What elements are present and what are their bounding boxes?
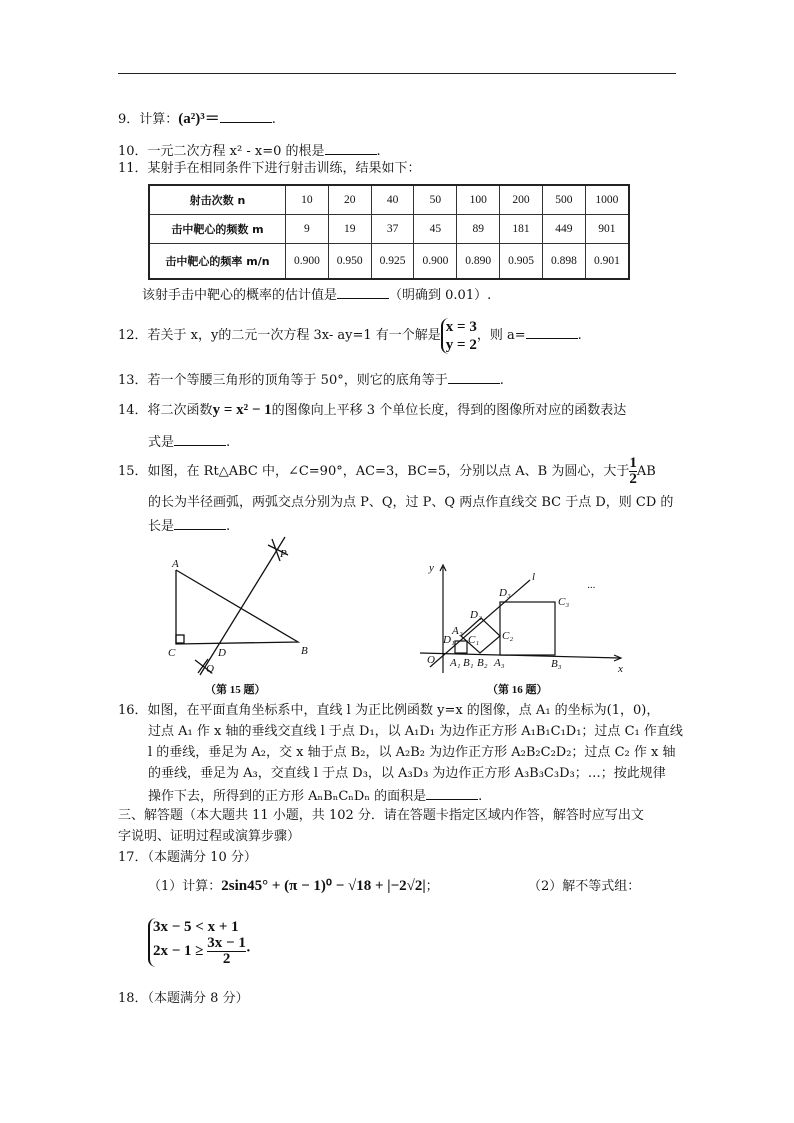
table-cell: 9: [286, 215, 329, 244]
header-rule: [118, 73, 676, 74]
period: .: [499, 373, 504, 388]
question-text: 的图像向上平移 3 个单位长度，得到的图像所对应的函数表达: [271, 403, 627, 418]
label-c1: C₁: [468, 634, 480, 646]
label-d3: D₃: [499, 587, 511, 599]
label-q: Q: [206, 663, 214, 675]
label-a2: A₂: [452, 625, 463, 637]
label-x: x: [618, 663, 623, 675]
question-17-part2: [528, 879, 640, 895]
label-y: y: [429, 562, 434, 574]
table-cell: 0.905: [500, 244, 543, 280]
part-label: （2）解不等式组：: [528, 879, 641, 894]
label-b3: B₃: [551, 658, 562, 670]
question-text: 式是: [148, 435, 175, 450]
answer-blank[interactable]: [220, 110, 272, 123]
question-number: 13．: [118, 373, 148, 388]
inequality-1: 3x − 5 < x + 1: [153, 919, 239, 935]
answer-blank[interactable]: [448, 371, 500, 384]
question-number: 14．: [118, 403, 148, 418]
question-14: [118, 402, 626, 419]
inequality-brace: [148, 918, 251, 967]
question-16: [118, 703, 659, 719]
square-1: [455, 641, 467, 653]
table-cell: 901: [585, 215, 629, 244]
figure-16: [415, 555, 630, 700]
question-16-line3: [148, 745, 675, 761]
question-text: 的垂线，垂足为 A₃，交直线 l 于点 D₃，以 A₃D₃ 为边作正方形 A₃B₃C₃D₃；…；按此规律: [148, 766, 666, 781]
section-3-heading: [118, 808, 644, 824]
table-row: [149, 244, 629, 280]
question-13: [118, 371, 504, 389]
shooting-table: [148, 184, 630, 280]
inequality-system: [148, 918, 251, 967]
label-c3: C₃: [558, 596, 570, 608]
table-cell: 1000: [585, 185, 629, 215]
question-text: 如图，在平面直角坐标系中，直线 l 为正比例函数 y=x 的图像，点 A₁ 的坐标为(1，0)，: [147, 703, 660, 718]
label-a: A: [172, 558, 179, 570]
triangle-abc: [176, 570, 298, 644]
label-p: P: [280, 548, 287, 560]
table-cell: 0.901: [585, 244, 629, 280]
table-cell: 100: [457, 185, 500, 215]
answer-blank[interactable]: [174, 517, 226, 530]
label-a3: A₃: [494, 657, 505, 669]
punctuation: ；: [425, 879, 439, 894]
question-number: 9．: [118, 112, 140, 127]
numerator: 3x − 1: [207, 935, 246, 951]
question-17-part1: [148, 878, 439, 895]
table-cell: 40: [371, 185, 414, 215]
table-cell: 37: [371, 215, 414, 244]
question-text: ，则 a=: [476, 328, 526, 343]
table-cell: 89: [457, 215, 500, 244]
equation: y = 2: [445, 336, 477, 353]
question-14-line2: [148, 433, 230, 451]
answer-blank[interactable]: [337, 286, 389, 299]
fraction: [207, 936, 246, 967]
table-cell: 0.898: [542, 244, 585, 280]
label-o: O: [427, 654, 435, 666]
question-16-line5: [148, 787, 482, 805]
question-text: 如图，在 Rt△ABC 中，∠C=90°，AC=3，BC=5，分别以点 A、B 为圆心，大于: [147, 464, 630, 479]
question-number: 10．: [118, 144, 148, 159]
period: .: [376, 144, 381, 159]
question-number: 12．: [118, 328, 148, 343]
label-d2: D₂: [470, 609, 482, 621]
section-3-heading-line2: [118, 829, 300, 845]
question-text: 某射手在相同条件下进行射击训练，结果如下：: [147, 161, 421, 176]
table-cell: 181: [500, 215, 543, 244]
figure-caption: （第 16 题）: [487, 684, 548, 696]
table-cell: 20: [328, 185, 371, 215]
question-text: 该射手击中靶心的概率的估计值是: [142, 288, 338, 303]
denominator: 2: [222, 951, 231, 967]
row-header: 击中靶心的频数 m: [149, 215, 286, 244]
question-16-line2: [148, 724, 683, 740]
question-number: 16．: [118, 703, 148, 718]
answer-blank[interactable]: [426, 787, 478, 800]
part-label: （1）计算：: [148, 879, 222, 894]
table-cell: 0.950: [328, 244, 371, 280]
question-18: [118, 991, 249, 1007]
question-11-followup: [142, 286, 491, 304]
table-cell: 500: [542, 185, 585, 215]
question-text: 将二次函数: [147, 403, 213, 418]
equation-system: [441, 318, 477, 354]
answer-blank[interactable]: [325, 142, 377, 155]
question-text: 若一个等腰三角形的顶角等于 50°，则它的底角等于: [147, 373, 448, 388]
answer-blank[interactable]: [174, 433, 226, 446]
math-expression: y = x² − 1: [212, 402, 272, 418]
table-cell: 449: [542, 215, 585, 244]
figure-caption: （第 15 题）: [205, 684, 266, 696]
question-text: 过点 A₁ 作 x 轴的垂线交直线 l 于点 D₁，以 A₁D₁ 为边作正方形 A₁B₁C₁D₁；过点 C₁ 作直线: [148, 724, 683, 739]
label-ellipsis: ···: [587, 582, 596, 594]
math-expression: (a²)³＝: [178, 111, 220, 127]
question-text: （明确到 0.01）.: [389, 288, 492, 303]
question-15-line3: [148, 517, 230, 535]
question-9: [118, 110, 276, 128]
right-angle-mark: [176, 635, 184, 643]
numerator: 1: [629, 455, 637, 471]
row-header: 射击次数 n: [149, 185, 286, 215]
equation: x = 3: [445, 318, 477, 335]
table-row: [149, 215, 629, 244]
table-cell: 0.890: [457, 244, 500, 280]
question-text: 长是: [148, 519, 175, 534]
inequality-2: [153, 936, 251, 967]
period: .: [271, 112, 276, 127]
question-score: （本题满分 8 分）: [147, 991, 249, 1006]
table-cell: 0.900: [286, 244, 329, 280]
math-expression: 2sin45° + (π − 1)⁰ − √18 + |−2√2|: [221, 878, 426, 894]
table-cell: 200: [500, 185, 543, 215]
perpendicular-bisector: [200, 537, 285, 675]
label-b2: B₂: [477, 657, 488, 669]
period: .: [577, 328, 582, 343]
question-number: 15．: [118, 464, 148, 479]
table-row: [149, 185, 629, 215]
inequality-lhs: 2x − 1 ≥: [153, 942, 204, 959]
question-15: [118, 455, 656, 489]
question-text: AB: [636, 464, 656, 479]
question-number: 18．: [118, 991, 148, 1006]
denominator: 2: [629, 471, 637, 487]
square-3: [500, 602, 555, 655]
answer-blank[interactable]: [526, 326, 578, 339]
question-text: l 的垂线，垂足为 A₂，交 x 轴于点 B₂，以 A₂B₂ 为边作正方形 A₂B₂C₂D₂；过点 C₂ 作 x 轴: [148, 745, 676, 760]
label-b1: B₁: [463, 657, 474, 669]
question-score: （本题满分 10 分）: [147, 850, 257, 865]
question-11: [118, 161, 421, 177]
table-cell: 19: [328, 215, 371, 244]
question-17: [118, 850, 257, 866]
question-16-line4: [148, 766, 666, 782]
table-cell: 45: [414, 215, 457, 244]
section-text: 字说明、证明过程或演算步骤）: [118, 829, 301, 844]
label-c2: C₂: [502, 630, 514, 642]
period: .: [226, 435, 231, 450]
question-text: 计算：: [139, 112, 179, 127]
table-cell: 50: [414, 185, 457, 215]
question-text: 的长为半径画弧，两弧交点分别为点 P、Q，过 P、Q 两点作直线交 BC 于点 D，则 CD 的: [148, 495, 674, 510]
fraction: [629, 456, 637, 487]
row-header: 击中靶心的频率 m/n: [149, 244, 286, 280]
table-cell: 10: [286, 185, 329, 215]
label-b: B: [301, 645, 308, 657]
label-l: l: [532, 571, 536, 583]
label-a1: A₁: [450, 657, 461, 669]
label-d1: D₁: [443, 634, 455, 646]
section-text: 三、解答题（本大题共 11 小题，共 102 分．请在答题卡指定区域内作答，解答时应写出文: [118, 808, 644, 823]
period: .: [226, 519, 231, 534]
question-10: [118, 142, 381, 160]
period: .: [478, 789, 483, 804]
question-text: 操作下去，所得到的正方形 AₙBₙCₙDₙ 的面积是: [148, 789, 427, 804]
table-cell: 0.925: [371, 244, 414, 280]
question-text: 若关于 x，y的二元一次方程 3x- ay=1 有一个解是: [147, 328, 441, 343]
label-d: D: [218, 647, 226, 659]
question-number: 11．: [118, 161, 148, 176]
question-12: [118, 316, 582, 356]
question-number: 17．: [118, 850, 148, 865]
table-cell: 0.900: [414, 244, 457, 280]
question-text: 一元二次方程 x² - x=0 的根是: [147, 144, 325, 159]
question-15-line2: [148, 495, 673, 511]
punctuation: ·: [245, 942, 251, 959]
figure-15: [150, 535, 350, 700]
label-c: C: [168, 647, 176, 659]
